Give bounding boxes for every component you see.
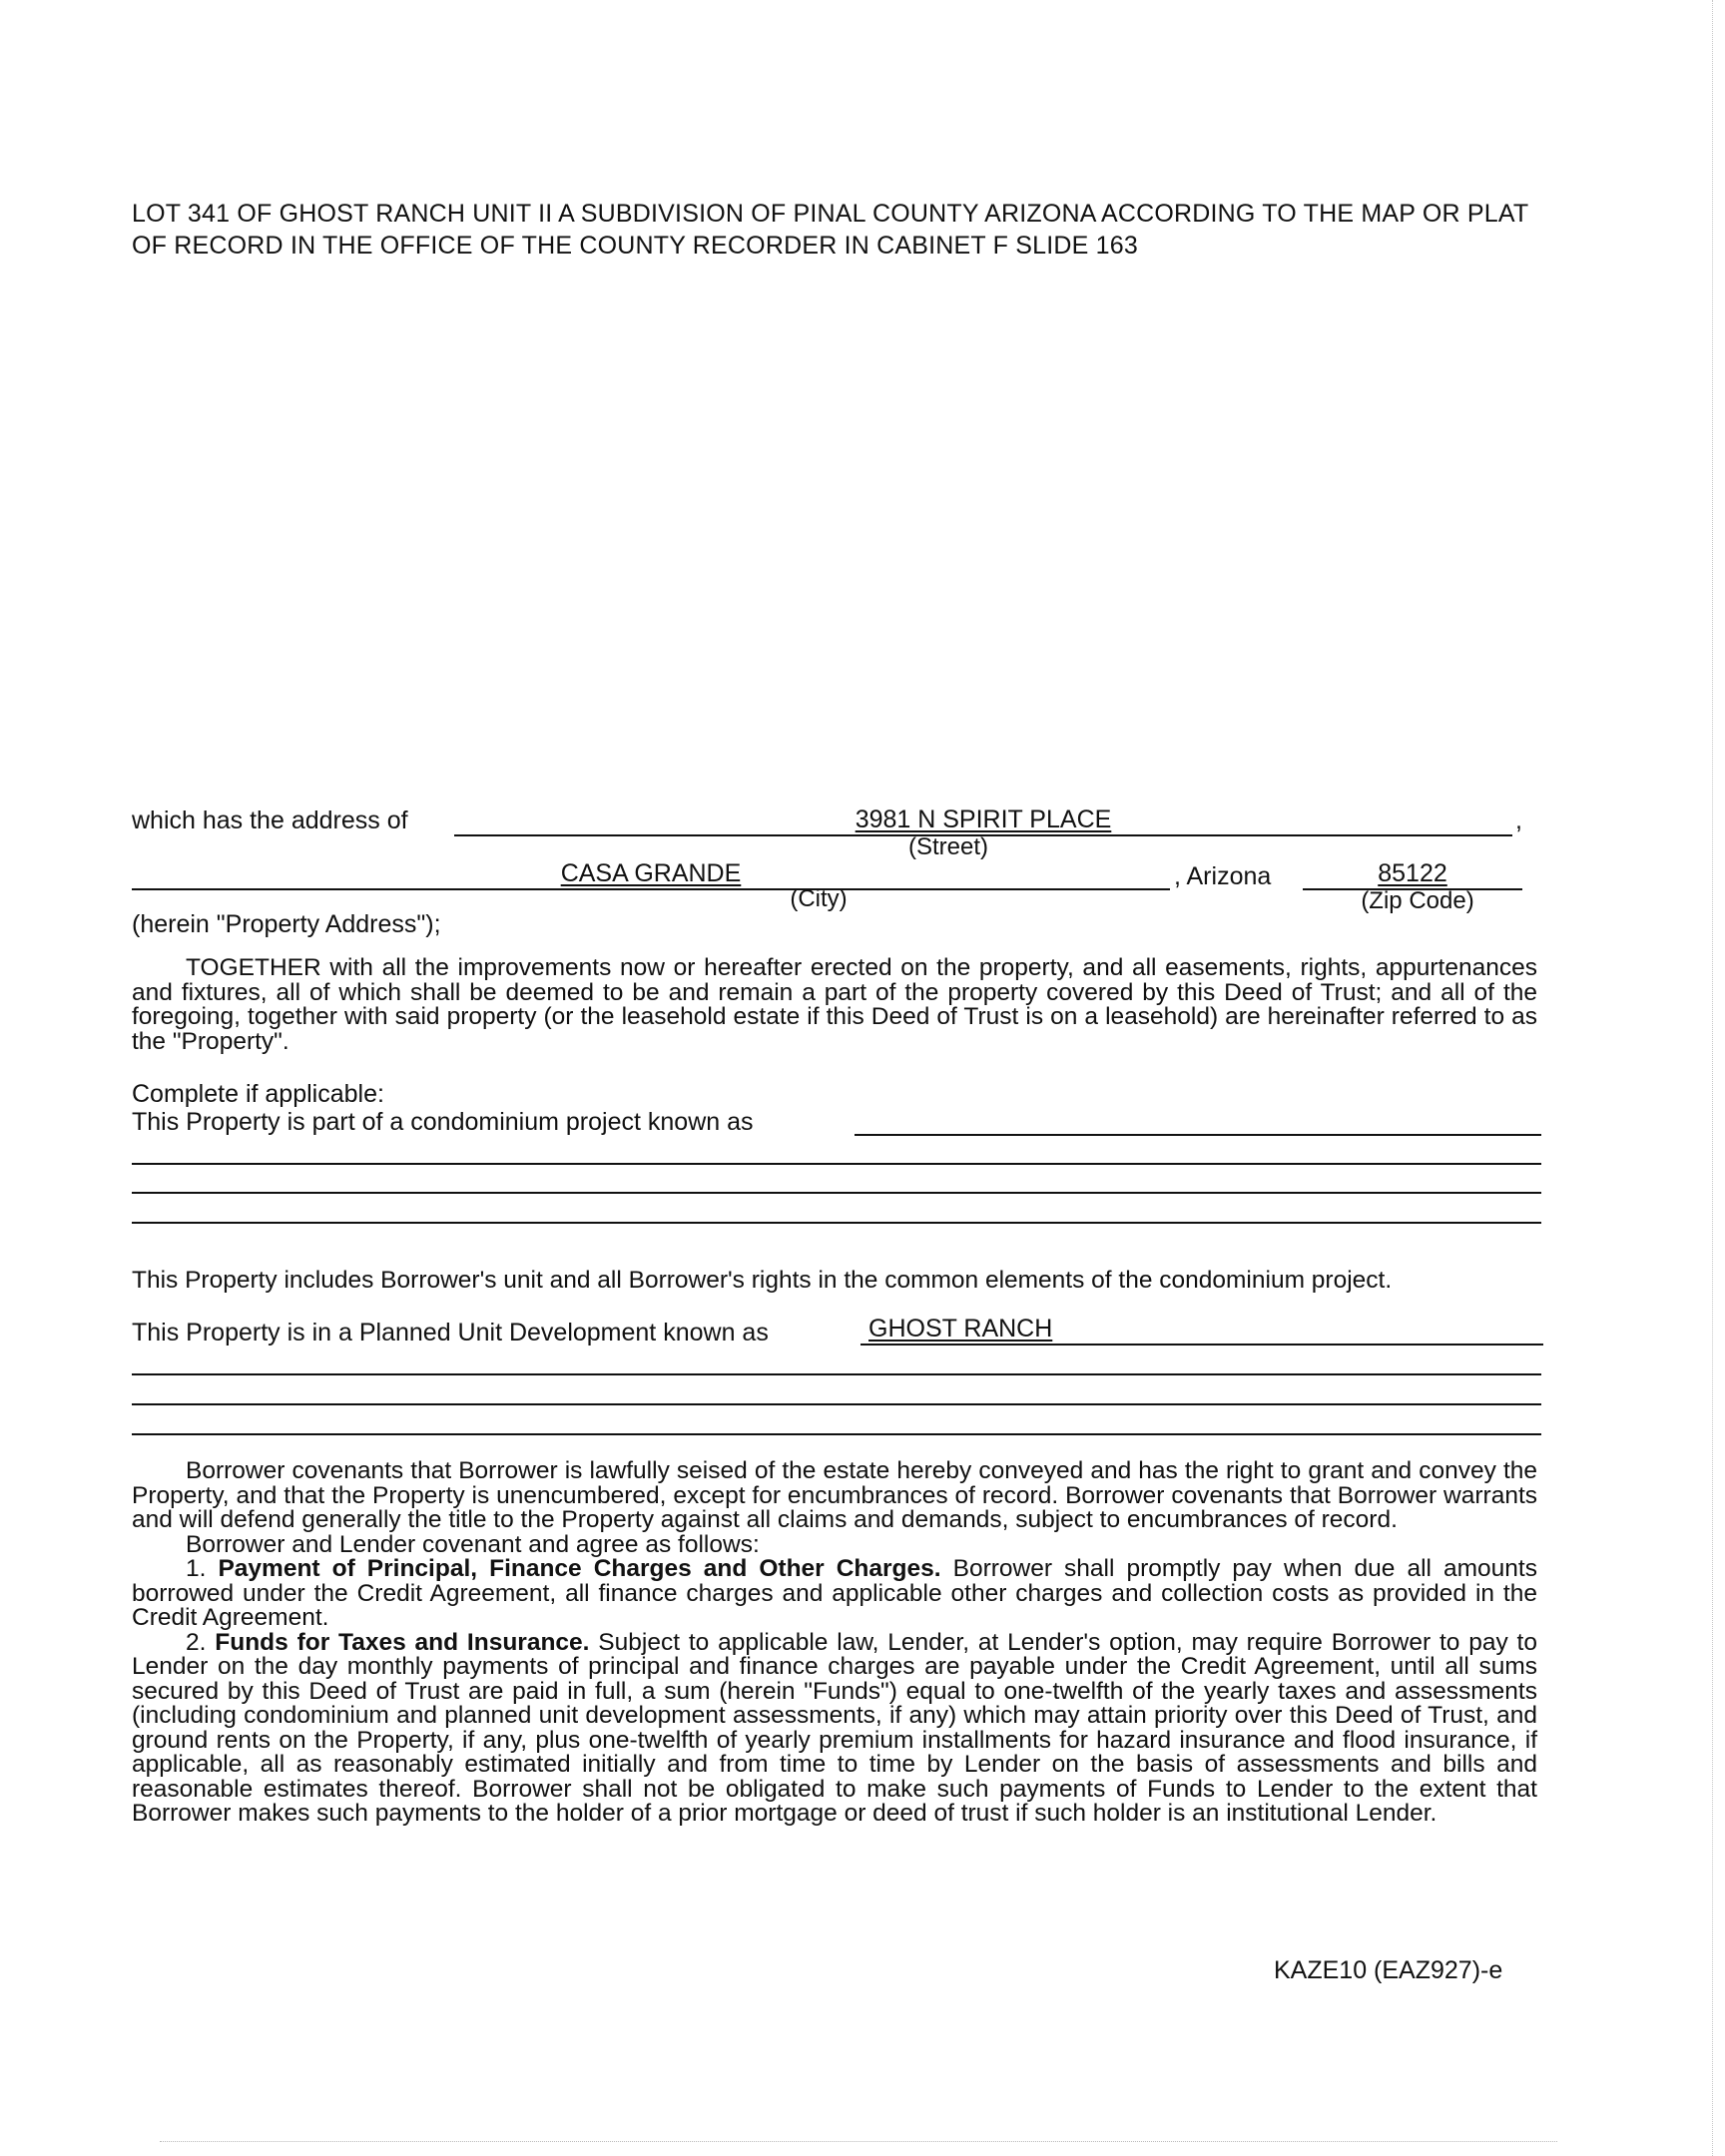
together-text: TOGETHER with all the improvements now or hereafter erected on the property, and all easements, rights, appurtenances and fixtures, all of which shall be deemed to be and remain a part of the property covered by this Deed of Trust; and all of the foregoing, together with said property (or the leasehold estate if this Deed of Trust is on a leasehold) are hereinafter referred to as the "Property".	[132, 954, 1537, 1055]
item-2-title: Funds for Taxes and Insurance.	[215, 1628, 590, 1656]
scan-bottom-edge	[160, 2141, 1557, 2142]
complete-if-applicable: Complete if applicable:	[132, 1080, 384, 1108]
scan-edge	[1712, 0, 1725, 2156]
condo-known-as-label: This Property is part of a condominium project known as	[132, 1108, 754, 1136]
condo-blank-line-2	[132, 1192, 1541, 1194]
zip-field	[1303, 858, 1522, 890]
property-address-herein: (herein "Property Address");	[132, 910, 441, 938]
city-value: CASA GRANDE	[560, 859, 742, 887]
covenants-section	[132, 1459, 1537, 1827]
form-code: KAZE10 (EAZ927)-e	[1274, 1956, 1503, 1984]
covenant-item-2	[132, 1628, 1537, 1827]
street-value: 3981 N SPIRIT PLACE	[855, 806, 1112, 833]
item-2-number: 2.	[186, 1628, 207, 1656]
item-1-body: Borrower shall promptly pay when due all amounts borrowed under the Credit Agreement, all finance charges and applicable other charges and collection costs as provided in the Credit Agreement.	[132, 1555, 1537, 1631]
pud-blank-line-1	[132, 1373, 1541, 1375]
covenant-paragraph-2: Borrower and Lender covenant and agree as follows:	[186, 1530, 760, 1558]
condo-name-line	[855, 1134, 1541, 1136]
address-intro: which has the address of	[132, 807, 408, 834]
covenant-item-1	[132, 1557, 1537, 1631]
city-caption: (City)	[790, 885, 848, 912]
address-comma: ,	[1515, 807, 1522, 834]
pud-blank-line-2	[132, 1403, 1541, 1405]
together-paragraph	[132, 956, 1537, 1054]
pud-blank-line-3	[132, 1433, 1541, 1435]
zip-value: 85122	[1378, 859, 1447, 887]
item-1-number: 1.	[186, 1555, 207, 1582]
street-caption: (Street)	[907, 833, 988, 860]
condo-blank-line-3	[132, 1222, 1541, 1224]
zip-caption: (Zip Code)	[1361, 887, 1474, 914]
city-field	[132, 858, 1170, 890]
pud-name-field	[861, 1314, 1543, 1346]
condo-includes-paragraph	[132, 1268, 1537, 1294]
state-label: , Arizona	[1174, 862, 1272, 890]
pud-known-as-label: This Property is in a Planned Unit Development known as	[132, 1319, 769, 1347]
item-1-title: Payment of Principal, Finance Charges and Other Charges.	[218, 1555, 941, 1582]
pud-name-value: GHOST RANCH	[868, 1315, 1053, 1343]
condo-includes-text: This Property includes Borrower's unit and all Borrower's rights in the common elements of the condominium project.	[132, 1267, 1393, 1294]
condo-blank-line-1	[132, 1163, 1541, 1165]
street-field	[454, 805, 1512, 836]
legal-description: LOT 341 OF GHOST RANCH UNIT II A SUBDIVISION OF PINAL COUNTY ARIZONA ACCORDING TO THE MAP OR PLAT OF RECORD IN THE OFFICE OF THE COUNTY RECORDER IN CABINET F SLIDE 163	[132, 200, 1528, 260]
item-2-body: Subject to applicable law, Lender, at Lender's option, may require Borrower to pay to Lender on the day monthly payments of principal and finance charges are payable under the Credit Agreement, until all sums secured by this Deed of Trust are paid in full, a sum (herein "Funds") equal to one-twelfth of the yearly taxes and assessments (including condominium and planned unit development assessments, if any) which may attain priority over this Deed of Trust, and ground rents on the Property, if any, plus one-twelfth of yearly premium installments for hazard insurance and flood insurance, if applicable, all as reasonably estimated initially and from time to time by Lender on the basis of assessments and bills and reasonable estimates thereof. Borrower shall not be obligated to make such payments of Funds to Lender to the extent that Borrower makes such payments to the holder of a prior mortgage or deed of trust if such holder is an institutional Lender.	[132, 1628, 1537, 1827]
covenant-paragraph-1: Borrower covenants that Borrower is lawfully seised of the estate hereby conveyed and has the right to grant and convey the Property, and that the Property is unencumbered, except for encumbrances of record. Borrower covenants that Borrower warrants and will defend generally the title to the Property against all claims and demands, subject to encumbrances of record.	[132, 1457, 1537, 1533]
